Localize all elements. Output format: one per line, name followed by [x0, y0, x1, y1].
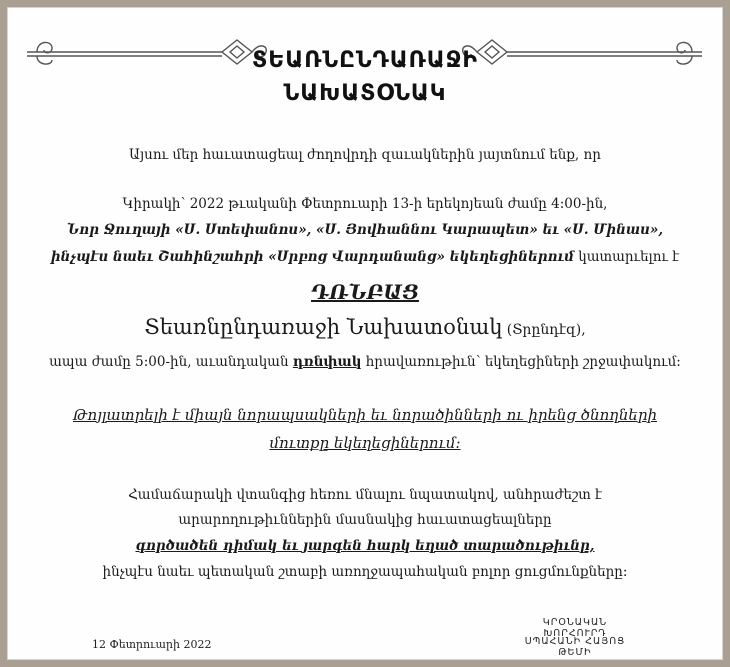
details-tail: կատարւելու է [573, 249, 680, 265]
feast-line [0, 315, 730, 339]
dofak-heading: ԴՌՆԲԱՑ [311, 280, 419, 304]
title-line-2: ՆԱԽԱՏՕՆԱԿ [283, 81, 447, 106]
signature-line-2: ՍՊԱՀԱՆԻ ՀԱՅՈՑ ԹԵՄԻ [524, 636, 626, 658]
title-line-1: ՏԵԱՌՆԸՆԴԱՌԱՋԻ [252, 48, 478, 73]
footer-date: 12 Փետրուարի 2022 [92, 638, 212, 651]
after-pre: ապա ժամը 5:00-ին, աւանդական [49, 354, 293, 370]
signature-line-1: ԿՐՕՆԱԿԱՆ ԽՈՐՀՈՒՐԴ [542, 617, 608, 639]
intro-text: Այսու մեր հաւատացեալ ժողովրդի զաւակներին յայտնում ենք, որ [129, 147, 601, 163]
feast-note: (Տրընդէզ), [506, 322, 586, 338]
covid-line-2: արարողութիւններին մասնակից հաւատացեալները [178, 512, 552, 528]
notice-line-2: մուտքը եկեղեցիներում: [269, 434, 461, 452]
details-line-3 [0, 249, 730, 265]
covid-line-1: Համաճարակի վտանգից հեռու մնալու նպատակով, անհրաժեշտ է [128, 487, 602, 503]
covid-line-3: գործածեն դիմակ եւ յարգեն հարկ եղած տարածութիւնը, [135, 538, 595, 554]
after-word: դռնփակ [292, 354, 362, 370]
feast-name: Տեառնընդառաջի Նախատօնակ [144, 315, 503, 339]
notice-line-1: Թոյլատրելի է միայն նորապսակների եւ նորածինների ու իրենց ծնողների [72, 406, 658, 424]
after-post: հրավառութիւն՝ եկեղեցիների շրջափակում: [361, 354, 681, 370]
details-line-1: Կիրակի՝ 2022 թւականի Փետրուարի 13-ի երեկոյեան ժամը 4:00-ին, [122, 196, 608, 212]
details-line-2: Նոր Ջուղայի «Ս. Ստեփանոս», «Ս. Յովհաննու Կարապետ» եւ «Ս. Մինաս», [66, 222, 664, 238]
details-churches: ինչպէս նաեւ Շահինշահրի «Սրբոց Վարդանանց» եկեղեցիներում [50, 249, 574, 265]
after-line [0, 354, 730, 370]
covid-line-4: ինչպէս նաեւ պետական շտաբի առողջապահական բոլոր ցուցմունքները: [102, 564, 628, 580]
